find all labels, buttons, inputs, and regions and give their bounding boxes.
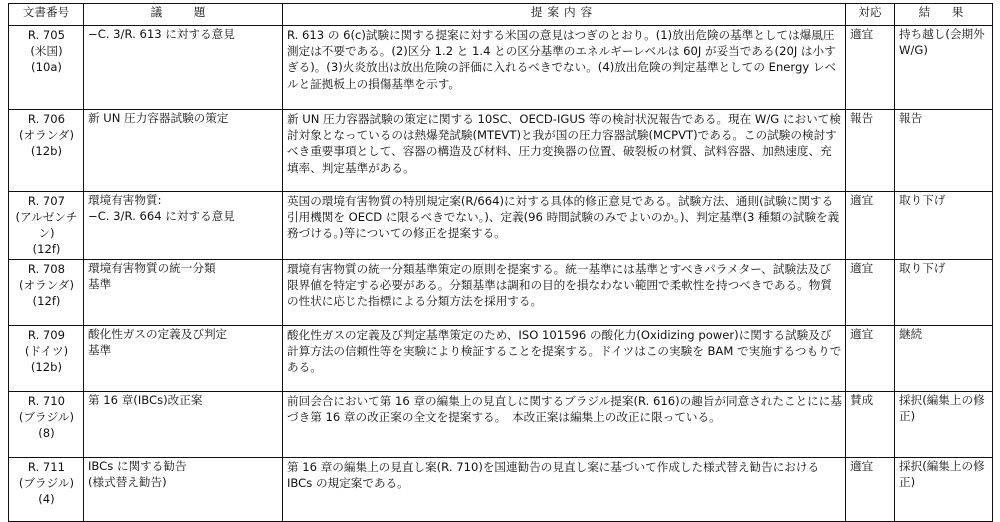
- subject-cell: 環境有害物質の統一分類 基準: [84, 260, 283, 326]
- header-doc-no: 文書番号: [9, 4, 84, 26]
- content-cell: 第 16 章の編集上の見直し案(R. 710)を国連勧告の見直し案に基づいて作成した様式替え勧告における IBCs の規定案である。: [283, 458, 846, 522]
- content-cell: 環境有害物質の統一分類基準策定の原則を提案する。統一基準には基準とすべきパラメター、試験法及び限界値を特定する必要がある。分類基準は調和の目的を損なわない範囲で柔軟性を持つべきである。物質の性状に応じた指標による分類方法を採用する。: [283, 260, 846, 326]
- content-cell: R. 613 の 6(c)試験に関する提案に対する米国の意見はつぎのとおり。(1)放出危険の基準としては爆風圧測定は不要である。(2)区分 1.2 と 1.4 との区分基準のエネルギーレベルは 60J が妥当である(20J は小すぎる)。(3)火炎放出は放出危険の評価に入れるべきでない。(4)放出危険の判定基準としての Energy レベルと証拠板上の損傷基準を示す。: [283, 26, 846, 110]
- table-row: [9, 392, 993, 458]
- result-cell: 採択(編集上の修正): [895, 392, 993, 458]
- doc-number-cell: R. 708 (オランダ) (12f): [9, 260, 84, 326]
- table-header-row: [9, 4, 993, 26]
- response-cell: 適宜: [846, 458, 895, 522]
- header-response: 対応: [846, 4, 895, 26]
- table-row: [9, 458, 993, 522]
- subject-cell: IBCs に関する勧告 (様式替え勧告): [84, 458, 283, 522]
- table-row: [9, 26, 993, 110]
- subject-cell: −C. 3/R. 613 に対する意見: [84, 26, 283, 110]
- result-cell: 継続: [895, 326, 993, 392]
- result-cell: 採択(編集上の修正): [895, 458, 993, 522]
- subject-cell: 酸化性ガスの定義及び判定 基準: [84, 326, 283, 392]
- header-content: 提案内容: [283, 4, 846, 26]
- content-cell: 前回会合において第 16 章の編集上の見直しに関するブラジル提案(R. 616)の趣旨が同意されたことにに基づき第 16 章の改正案の全文を提案する。 本改正案は編集上の改正に限っている。: [283, 392, 846, 458]
- result-cell: 取り下げ: [895, 192, 993, 260]
- doc-number-cell: R. 707 (アルゼンチン) (12f): [9, 192, 84, 260]
- response-cell: 適宜: [846, 326, 895, 392]
- subject-cell: 第 16 章(IBCs)改正案: [84, 392, 283, 458]
- response-cell: 賛成: [846, 392, 895, 458]
- table-row: [9, 192, 993, 260]
- result-cell: 取り下げ: [895, 260, 993, 326]
- doc-number-cell: R. 705 (米国) (10a): [9, 26, 84, 110]
- doc-number-cell: R. 706 (オランダ) (12b): [9, 110, 84, 192]
- result-cell: 持ち越し(会期外 W/G): [895, 26, 993, 110]
- proposal-table: [8, 3, 993, 522]
- subject-cell: 環境有害物質: −C. 3/R. 664 に対する意見: [84, 192, 283, 260]
- content-cell: 新 UN 圧力容器試験の策定に関する 10SC、OECD-IGUS 等の検討状況報告である。現在 W/G において検討対象となっているのは熱爆発試験(MTEVT)と我が国の圧力容器試験(MCPVT)である。この試験の検討すべき重要事項として、容器の構造及び材料、圧力変換器の位置、破裂板の材質、試料容器、加熱速度、充填率、判定基準がある。: [283, 110, 846, 192]
- response-cell: 適宜: [846, 192, 895, 260]
- content-cell: 英国の環境有害物質の特別規定案(R/664)に対する具体的修正意見である。試験方法、通則(試験に関する引用機関を OECD に限るべきでない。)、定義(96 時間試験のみでよいのか。)、判定基準(3 種類の試験を義務づける。)等についての修正を提案する。: [283, 192, 846, 260]
- table-row: [9, 110, 993, 192]
- subject-cell: 新 UN 圧力容器試験の策定: [84, 110, 283, 192]
- doc-number-cell: R. 710 (ブラジル) (8): [9, 392, 84, 458]
- content-cell: 酸化性ガスの定義及び判定基準策定のため、ISO 101596 の酸化力(Oxidizing power)に関する試験及び計算方法の信頼性等を実験により検証することを提案する。ドイツはこの実験を BAM で実施するつもりである。: [283, 326, 846, 392]
- result-cell: 報告: [895, 110, 993, 192]
- table-row: [9, 326, 993, 392]
- header-subject: 議 題: [84, 4, 283, 26]
- header-result: 結 果: [895, 4, 993, 26]
- table-row: [9, 260, 993, 326]
- response-cell: 報告: [846, 110, 895, 192]
- response-cell: 適宜: [846, 260, 895, 326]
- doc-number-cell: R. 711 (ブラジル) (4): [9, 458, 84, 522]
- response-cell: 適宜: [846, 26, 895, 110]
- doc-number-cell: R. 709 (ドイツ) (12b): [9, 326, 84, 392]
